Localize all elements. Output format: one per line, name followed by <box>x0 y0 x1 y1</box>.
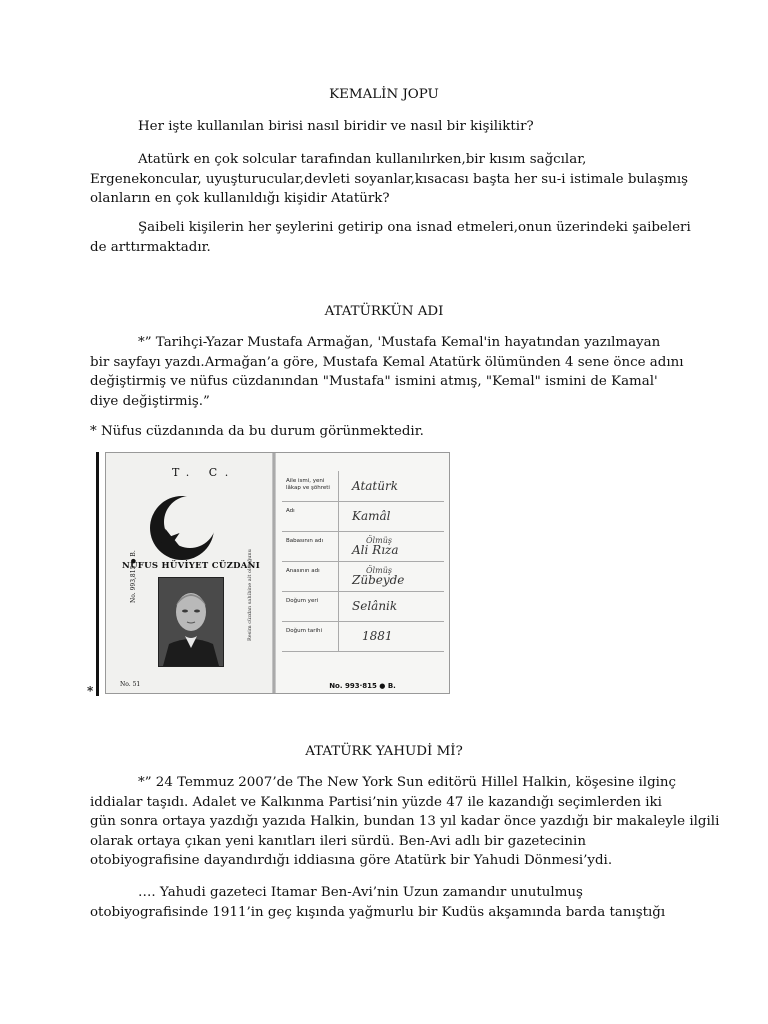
id-row-family-name: Aile ismi, yeni lâkap ve şöhreti Atatürk <box>282 471 444 502</box>
paragraph-2 <box>90 150 688 209</box>
text-line: diye değiştirmiş.” <box>90 393 210 409</box>
image-left-edge <box>96 452 99 696</box>
heading-kemalin-jopu: KEMALİN JOPU <box>329 87 439 102</box>
id-card-side-number: No. 993,815 ● B. <box>130 550 137 603</box>
id-card-tc-label: T. C. <box>172 466 237 479</box>
portrait-silhouette-icon <box>159 578 223 666</box>
text-line: de arttırmaktadır. <box>90 239 211 255</box>
text-line: Atatürk en çok solcular tarafından kullanılırken,bir kısım sağcılar, <box>138 152 587 167</box>
paragraph-3 <box>90 218 691 257</box>
id-row-name: Adı Kamâl <box>282 501 444 532</box>
text-line: Ergenekoncular, uyuşturucular,devleti soyanlar,kısacası başta her su-i istimale bulaşmış <box>90 171 688 187</box>
text-line: *” Tarihçi-Yazar Mustafa Armağan, 'Mustafa Kemal'in hayatından yazılmayan <box>138 335 661 350</box>
text-line: Her işte kullanılan birisi nasıl biridir ve nasıl bir kişiliktir? <box>138 119 534 134</box>
heading-ataturk-yahudi-mi: ATATÜRK YAHUDİ Mİ? <box>305 744 463 759</box>
text-line: olanların en çok kullanıldığı kişidir Atatürk? <box>90 191 390 207</box>
id-row-mother-name: Anasının adı Ölmüş Zübeyde <box>282 561 444 592</box>
paragraph-1 <box>90 117 680 137</box>
text-line: olarak ortaya çıkan yeni kanıtları ileri sürdü. Ben-Avi adlı bir gazetecinin <box>90 833 586 849</box>
id-card-title: NÜFUS HÜVİYET CÜZDANI <box>122 561 260 571</box>
text-line: gün sonra ortaya yazdığı yazıda Halkin, bundan 13 yıl kadar önce yazdığı bir makaleyle ilgili <box>90 814 720 830</box>
paragraph-4 <box>90 333 684 411</box>
paragraph-5 <box>90 422 680 442</box>
image-asterisk-marker: * <box>87 684 94 698</box>
id-card-side-note: Resim cüzdan sahibine ait olduğunu <box>247 549 253 641</box>
paragraph-7 <box>90 883 680 922</box>
text-line: otobiyografisine dayandırdığı iddiasına göre Atatürk bir Yahudi Dönmesi’ydi. <box>90 853 613 869</box>
text-line: değiştirmiş ve nüfus cüzdanından "Mustafa" ismini atmış, "Kemal" ismini de Kamal' <box>90 374 658 390</box>
text-line: *” 24 Temmuz 2007’de The New York Sun editörü Hillel Halkin, köşesine ilginç <box>138 775 677 790</box>
id-row-father-name: Babasının adı Ölmüş Ali Rıza <box>282 531 444 562</box>
text-line: Şaibeli kişilerin her şeylerini getirip ona isnad etmeleri,onun üzerindeki şaibeleri <box>138 220 691 235</box>
id-card-image <box>105 452 450 694</box>
id-card-number-left: No. 51 <box>120 681 141 688</box>
text-line: …. Yahudi gazeteci Itamar Ben-Avi’nin Uzun zamandır unutulmuş <box>138 885 583 900</box>
id-card-info-page <box>276 453 449 693</box>
id-row-birth-date: Doğum tarihi 1881 <box>282 621 444 652</box>
id-row-birth-place: Doğum yeri Selânik <box>282 591 444 622</box>
text-line: otobiyografisinde 1911’in geç kışında yağmurlu bir Kudüs akşamında barda tanıştığı <box>90 904 666 920</box>
text-line: * Nüfus cüzdanında da bu durum görünmektedir. <box>90 424 424 439</box>
id-card-number-right: No. 993·815 ● B. <box>329 682 396 690</box>
portrait-photo <box>158 577 224 667</box>
text-line: iddialar taşıdı. Adalet ve Kalkınma Partisi’nin yüzde 47 ile kazandığı seçimlerden iki <box>90 794 662 810</box>
id-card-cover-page <box>106 453 274 693</box>
paragraph-6 <box>90 773 720 871</box>
heading-ataturkun-adi: ATATÜRKÜN ADI <box>324 304 444 319</box>
text-line: bir sayfayı yazdı.Armağan’a göre, Mustafa Kemal Atatürk ölümünden 4 sene önce adını <box>90 354 684 370</box>
